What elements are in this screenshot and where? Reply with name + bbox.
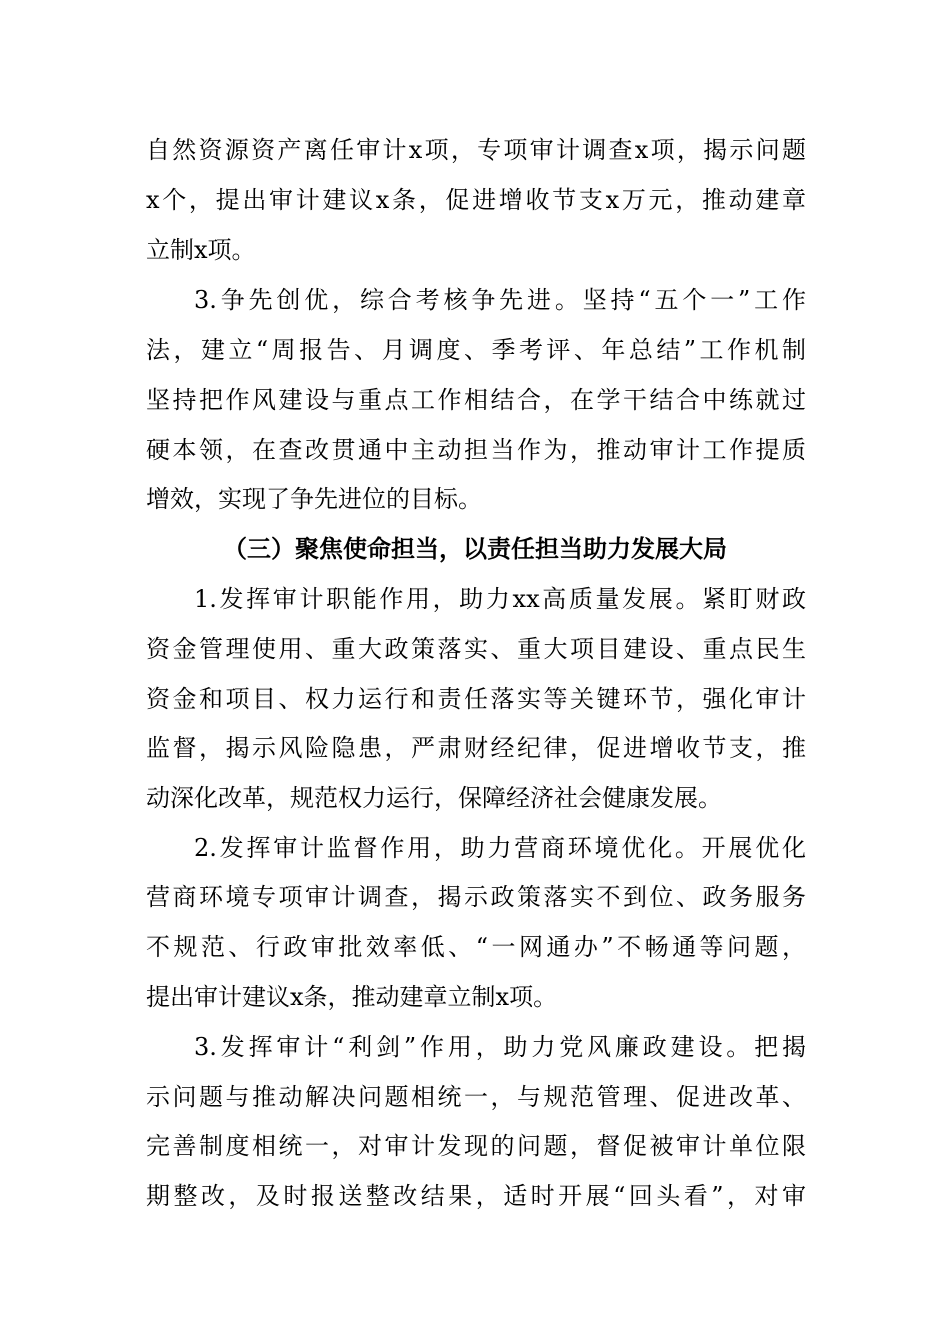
paragraph-line: 营商环境专项审计调查，揭示政策落实不到位、政务服务 xyxy=(146,883,806,911)
section-heading: （三）聚焦使命担当，以责任担当助力发展大局 xyxy=(223,534,727,563)
paragraph-line: 完善制度相统一，对审计发现的问题，督促被审计单位限 xyxy=(146,1132,806,1160)
paragraph-line: 示问题与推动解决问题相统一，与规范管理、促进改革、 xyxy=(146,1083,806,1111)
paragraph-line: 增效，实现了争先进位的目标。 xyxy=(146,485,482,513)
paragraph-line: 1.发挥审计职能作用，助力xx高质量发展。紧盯财政 xyxy=(194,585,806,613)
paragraph-line: 2.发挥审计监督作用，助力营商环境优化。开展优化 xyxy=(194,834,806,862)
paragraph-line: 不规范、行政审批效率低、“一网通办”不畅通等问题， xyxy=(146,933,806,961)
paragraph-line: 资金和项目、权力运行和责任落实等关键环节，强化审计 xyxy=(146,685,806,713)
paragraph-line: 期整改，及时报送整改结果，适时开展“回头看”，对审 xyxy=(146,1182,806,1210)
paragraph-line: 动深化改革，规范权力运行，保障经济社会健康发展。 xyxy=(146,784,722,812)
paragraph-line: 监督，揭示风险隐患，严肃财经纪律，促进增收节支，推 xyxy=(146,734,806,762)
paragraph-line: 坚持把作风建设与重点工作相结合，在学干结合中练就过 xyxy=(146,386,806,414)
paragraph-line: 3.争先创优，综合考核争先进。坚持“五个一”工作 xyxy=(194,286,806,314)
paragraph-line: 自然资源资产离任审计x项，专项审计调查x项，揭示问题 xyxy=(146,136,806,164)
paragraph-line: 硬本领，在查改贯通中主动担当作为，推动审计工作提质 xyxy=(146,436,806,464)
paragraph-line: 资金管理使用、重大政策落实、重大项目建设、重点民生 xyxy=(146,635,806,663)
paragraph-line: 立制x项。 xyxy=(146,236,256,264)
paragraph-line: 3.发挥审计“利剑”作用，助力党风廉政建设。把揭 xyxy=(194,1033,806,1061)
paragraph-line: x个，提出审计建议x条，促进增收节支x万元，推动建章 xyxy=(146,186,806,214)
paragraph-line: 法，建立“周报告、月调度、季考评、年总结”工作机制 xyxy=(146,336,806,364)
paragraph-line: 提出审计建议x条，推动建章立制x项。 xyxy=(146,983,558,1011)
